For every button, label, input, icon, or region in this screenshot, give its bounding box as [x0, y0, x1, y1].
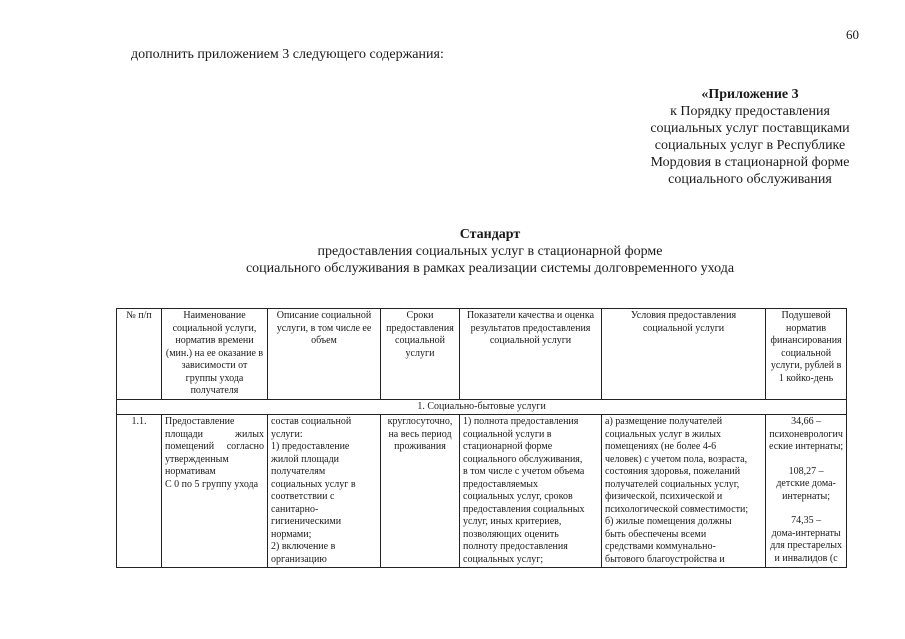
service-name-line: помещений согласно [165, 441, 264, 452]
quality-line: 1) полнота предоставления [463, 416, 579, 427]
appendix-title: «Приложение 3 [701, 87, 799, 102]
service-terms-cell [381, 415, 460, 568]
intro-text: дополнить приложением 3 следующего содержания: [131, 47, 444, 62]
service-name-line: С 0 по 5 группу ухода [165, 478, 259, 490]
terms-line: на весь период [388, 428, 452, 440]
funding-norm-label: детские дома- [776, 478, 836, 489]
funding-norm-item [769, 416, 843, 454]
header-cell-norm: Подушевой норматив финансирования социальной услуги, рублей в 1 койко-день [766, 309, 847, 400]
description-line: жилой площади [271, 453, 340, 465]
condition-line: получателей социальных услуг, [605, 478, 740, 490]
quality-line: социального обслуживания, [463, 453, 583, 465]
service-description-cell [268, 415, 381, 568]
quality-line: социальных услуг, сроков [463, 491, 573, 502]
condition-line: помещениях (не более 4-6 [605, 441, 717, 452]
appendix-line: социальных услуг поставщиками [650, 121, 850, 136]
funding-norm-item [769, 466, 843, 504]
quality-indicators-cell [460, 415, 602, 568]
quality-line: услуг, иных критериев, [463, 516, 562, 527]
quality-line: предоставляемых [463, 478, 539, 490]
standard-subtitle-line: предоставления социальных услуг в стационарной форме [317, 244, 663, 259]
description-line: получателям [271, 466, 326, 477]
condition-line: средствами коммунально- [605, 541, 716, 552]
description-line: состав социальной [271, 416, 352, 427]
terms-line: проживания [394, 441, 446, 452]
service-name-line: Предоставление [165, 416, 235, 427]
description-line: соответствии с [271, 491, 335, 502]
standard-table [116, 308, 847, 568]
funding-norm-label: дома-интернаты [771, 527, 841, 539]
condition-line: физической, психической и [605, 491, 723, 502]
standard-heading [150, 226, 830, 277]
row-number: 1.1. [117, 415, 162, 568]
table-header-row [117, 309, 847, 400]
header-cell-quality: Показатели качества и оценка результатов предоставления социальной услуги [460, 309, 602, 400]
funding-norm-item [769, 515, 843, 565]
appendix-header [630, 86, 870, 188]
conditions-cell [602, 415, 766, 568]
quality-line: позволяющих оценить [463, 528, 559, 540]
quality-line: социальной услуги в [463, 428, 552, 440]
quality-line: стационарной форме [463, 441, 553, 452]
service-name-line: утвержденным [165, 453, 229, 465]
quality-line: в том числе с учетом объема [463, 466, 585, 477]
condition-line: социальных услуг в жилых [605, 428, 722, 440]
condition-line: быть обеспечены всеми [605, 528, 707, 540]
header-cell-name: Наименование социальной услуги, норматив времени (мин.) на ее оказание в зависимости от группы ухода получателя [162, 309, 268, 400]
quality-line: предоставления социальных [463, 503, 585, 515]
service-name-cell [162, 415, 268, 568]
condition-line: б) жилые помещения должны [605, 516, 732, 527]
condition-line: состояния здоровья, пожеланий [605, 466, 741, 477]
header-cell-terms: Сроки предоставления социальной услуги [381, 309, 460, 400]
standard-subtitle-line: социального обслуживания в рамках реализации системы долговременного ухода [245, 261, 735, 276]
condition-line: бытового благоустройства и [605, 553, 725, 565]
appendix-line: к Порядку предоставления [670, 104, 830, 119]
appendix-line: Мордовия в стационарной форме [650, 155, 850, 170]
condition-line: психологической совместимости; [605, 503, 749, 515]
description-line: 1) предоставление [271, 441, 350, 452]
appendix-line: социальных услуг в Республике [654, 138, 846, 153]
funding-norm-value: 74,35 – [791, 515, 822, 526]
table-row [117, 415, 847, 568]
quality-line: полноту предоставления [463, 541, 568, 552]
header-cell-conditions: Условия предоставления социальной услуги [602, 309, 766, 400]
funding-norm-label: для престарелых [770, 540, 842, 551]
description-line: социальных услуг в [271, 478, 356, 490]
condition-line: человек) с учетом пола, возраста, [605, 453, 748, 465]
section-title: 1. Социально-бытовые услуги [117, 399, 847, 415]
funding-norm-cell [766, 415, 847, 568]
standard-title: Стандарт [459, 227, 521, 242]
service-name-line: нормативам [165, 466, 216, 477]
description-line: организацию [271, 553, 327, 565]
quality-line: социальных услуг; [463, 553, 544, 565]
page-number: 60 [846, 27, 859, 42]
service-name-line: площади жилых [165, 428, 264, 440]
header-cell-num: № п/п [117, 309, 162, 400]
funding-norm-label: еские интернаты; [769, 441, 844, 452]
funding-norm-value: 108,27 – [788, 465, 824, 477]
funding-norm-label: психоневрологич [769, 428, 843, 440]
description-line: 2) включение в [271, 541, 336, 552]
funding-norm-label: и инвалидов (с [774, 552, 838, 564]
terms-line: круглосуточно, [387, 416, 453, 427]
description-line: санитарно- [271, 503, 319, 515]
description-line: услуги: [271, 428, 303, 440]
description-line: нормами; [271, 528, 312, 540]
funding-norm-value: 34,66 – [791, 416, 822, 427]
header-cell-description: Описание социальной услуги, в том числе ее объем [268, 309, 381, 400]
appendix-line: социального обслуживания [668, 172, 832, 187]
condition-line: а) размещение получателей [605, 416, 723, 427]
description-line: гигиеническими [271, 516, 342, 527]
funding-norm-label: интернаты; [782, 490, 831, 502]
section-row [117, 399, 847, 415]
